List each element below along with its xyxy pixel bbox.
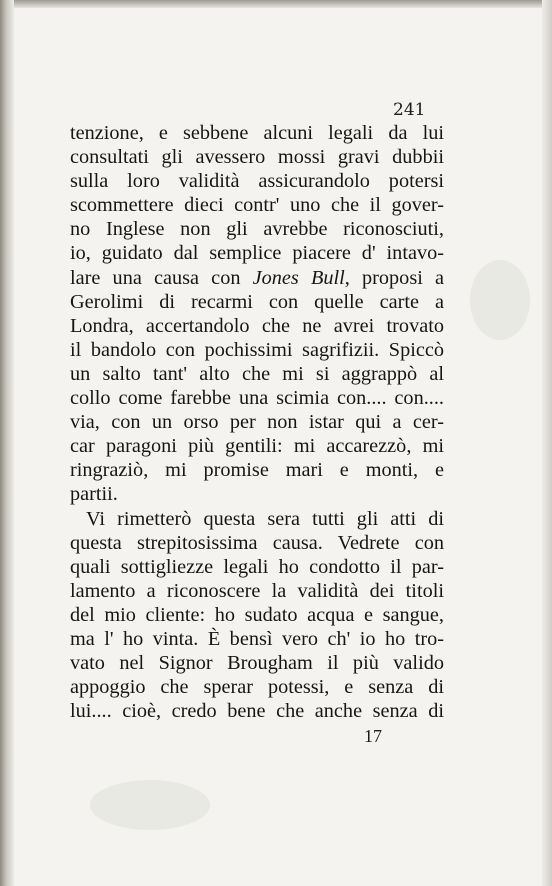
signature-mark: 17 bbox=[364, 726, 382, 746]
page-right-edge bbox=[542, 0, 552, 886]
text-line: tenzione, e sebbene alcuni legali da lui bbox=[70, 122, 444, 144]
text-line: appoggio che sperar potessi, e senza di bbox=[70, 676, 444, 699]
text-line: lamento a riconoscere la validità dei titoli bbox=[70, 579, 444, 602]
text-line: partii. bbox=[70, 483, 118, 506]
text-line: via, con un orso per non istar qui a cer- bbox=[70, 411, 444, 434]
body-text bbox=[70, 121, 444, 723]
page-gutter-shadow bbox=[0, 0, 14, 886]
text-line: quali sottigliezze legali ho condotto il par- bbox=[70, 555, 444, 578]
text-line: un salto tant' alto che mi si aggrappò al bbox=[70, 362, 444, 385]
page-top-edge-shadow bbox=[0, 0, 552, 8]
text-line: vato nel Signor Brougham il più valido bbox=[70, 652, 444, 675]
text-line: lui.... cioè, credo bene che anche senza di bbox=[70, 700, 444, 723]
text-line: car paragoni più gentili: mi accarezzò, mi bbox=[70, 435, 444, 458]
text-line: del mio cliente: ho sudato acqua e sangue, bbox=[70, 603, 444, 626]
text-line: Londra, accertandolo che ne avrei trovato bbox=[70, 314, 444, 337]
paper-stain bbox=[470, 260, 530, 340]
text-line: collo come farebbe una scimia con.... con.... bbox=[70, 387, 444, 410]
text-line: no Inglese non gli avrebbe riconosciuti, bbox=[70, 218, 444, 241]
text-line: io, guidato dal semplice piacere d' intavo- bbox=[70, 242, 444, 265]
text-line: lare una causa con Jones Bull, proposi a bbox=[70, 266, 445, 289]
paper-stain bbox=[90, 780, 210, 830]
text-line: il bandolo con pochissimi sagrifizii. Spiccò bbox=[70, 338, 444, 361]
text-line: Gerolimi di recarmi con quelle carte a bbox=[70, 290, 444, 313]
page-number: 241 bbox=[393, 100, 426, 120]
text-line: questa strepitosissima causa. Vedrete con bbox=[70, 531, 444, 554]
text-line: scommettere dieci contr' uno che il gover- bbox=[70, 194, 444, 217]
italic-name: Jones Bull bbox=[252, 266, 345, 289]
text-line: ma l' ho vinta. È bensì vero ch' io ho tro- bbox=[70, 627, 444, 650]
text-line: ringraziò, mi promise mari e monti, e bbox=[70, 459, 444, 482]
text-line: consultati gli avessero mossi gravi dubbii bbox=[70, 146, 444, 169]
text-line: Vi rimetterò questa sera tutti gli atti di bbox=[86, 507, 444, 530]
text-line: sulla loro validità assicurandolo potersi bbox=[70, 170, 444, 193]
